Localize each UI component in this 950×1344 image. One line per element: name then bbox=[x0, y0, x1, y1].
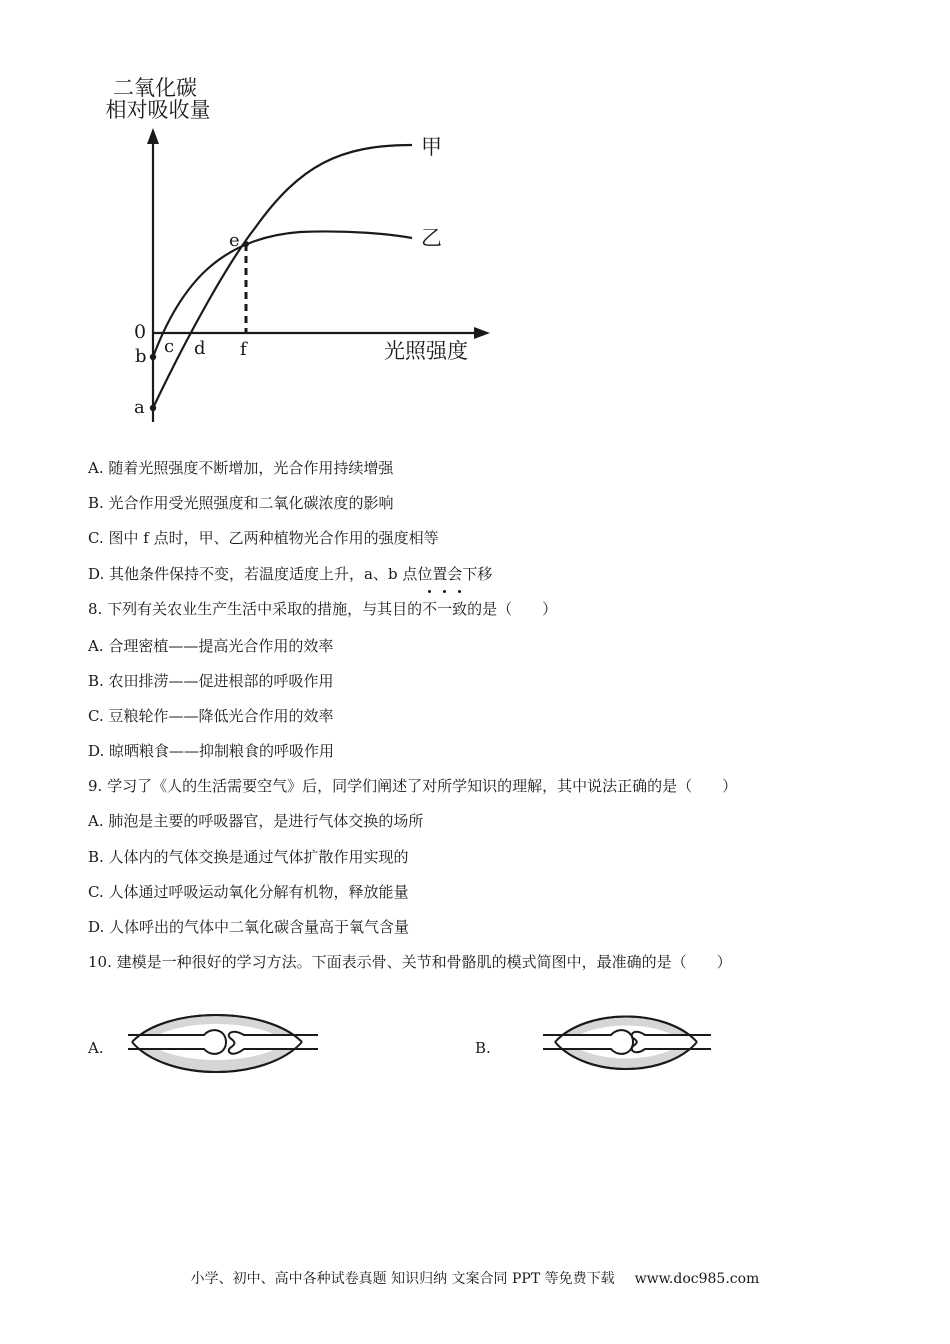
point-label-a: a bbox=[134, 397, 145, 418]
q9-option-a: A. 肺泡是主要的呼吸器官，是进行气体交换的场所 bbox=[88, 812, 424, 830]
point-e-marker bbox=[243, 241, 249, 247]
q10-option-a-label: A. bbox=[88, 1039, 104, 1057]
q8-option-a: A. 合理密植——提高光合作用的效率 bbox=[88, 637, 334, 655]
point-label-c: c bbox=[164, 336, 175, 357]
q7-option-a: A. 随着光照强度不断增加，光合作用持续增强 bbox=[88, 459, 394, 477]
y-axis-label-line2: 相对吸收量 bbox=[105, 98, 211, 122]
q8-option-c: C. 豆粮轮作——降低光合作用的效率 bbox=[88, 707, 334, 725]
q8-option-d: D. 晾晒粮食——抑制粮食的呼吸作用 bbox=[88, 742, 335, 760]
point-b-marker bbox=[150, 354, 156, 360]
q8-stem-after: 的是（ ） bbox=[467, 600, 558, 618]
point-label-e: e bbox=[229, 230, 240, 251]
footer-text: 小学、初中、高中各种试卷真题 知识归纳 文案合同 PPT 等免费下载 bbox=[190, 1271, 615, 1287]
q7-option-d: D. 其他条件保持不变，若温度适度上升，a、b 点位置会下移 bbox=[88, 565, 493, 583]
point-a-marker bbox=[150, 405, 156, 411]
q9-option-d: D. 人体呼出的气体中二氧化碳含量高于氧气含量 bbox=[88, 918, 410, 936]
x-axis-label: 光照强度 bbox=[384, 339, 468, 363]
curve-yi bbox=[153, 231, 412, 357]
q8-stem bbox=[88, 599, 557, 619]
q9-option-c: C. 人体通过呼吸运动氧化分解有机物，释放能量 bbox=[88, 883, 409, 901]
q7-option-c: C. 图中 f 点时，甲、乙两种植物光合作用的强度相等 bbox=[88, 529, 439, 547]
point-label-f: f bbox=[240, 339, 247, 360]
photosynthesis-graph bbox=[95, 68, 505, 430]
q8-option-b: B. 农田排涝——促进根部的呼吸作用 bbox=[88, 672, 334, 690]
q8-emphasis-char-2: 一 bbox=[437, 599, 452, 619]
origin-label: 0 bbox=[134, 321, 147, 343]
q8-emphasis-char-3: 致 bbox=[452, 599, 467, 619]
q10-option-b-diagram bbox=[541, 1006, 713, 1088]
q10-option-b-label: B. bbox=[475, 1039, 491, 1057]
page-footer bbox=[0, 1269, 950, 1289]
curve-label-yi: 乙 bbox=[421, 226, 442, 250]
footer-site-link[interactable]: www.doc985.com bbox=[634, 1271, 760, 1287]
q10-option-a-diagram bbox=[126, 1004, 320, 1090]
q7-option-b: B. 光合作用受光照强度和二氧化碳浓度的影响 bbox=[88, 494, 394, 512]
point-label-d: d bbox=[194, 338, 206, 359]
q9-stem: 9. 学习了《人的生活需要空气》后，同学们阐述了对所学知识的理解，其中说法正确的是（ ） bbox=[88, 777, 738, 795]
y-axis-label-line1: 二氧化碳 bbox=[113, 76, 197, 100]
q9-option-b: B. 人体内的气体交换是通过气体扩散作用实现的 bbox=[88, 848, 409, 866]
q10-stem: 10. 建模是一种很好的学习方法。下面表示骨、关节和骨骼肌的模式简图中，最准确的是（ ） bbox=[88, 953, 732, 971]
q8-stem-before: 8. 下列有关农业生产生活中采取的措施，与其目的 bbox=[88, 600, 423, 618]
curve-jia bbox=[153, 145, 412, 408]
point-label-b: b bbox=[135, 346, 147, 367]
curve-label-jia: 甲 bbox=[421, 135, 442, 159]
y-axis bbox=[147, 128, 159, 422]
q8-emphasis-char-1: 不 bbox=[422, 599, 437, 619]
